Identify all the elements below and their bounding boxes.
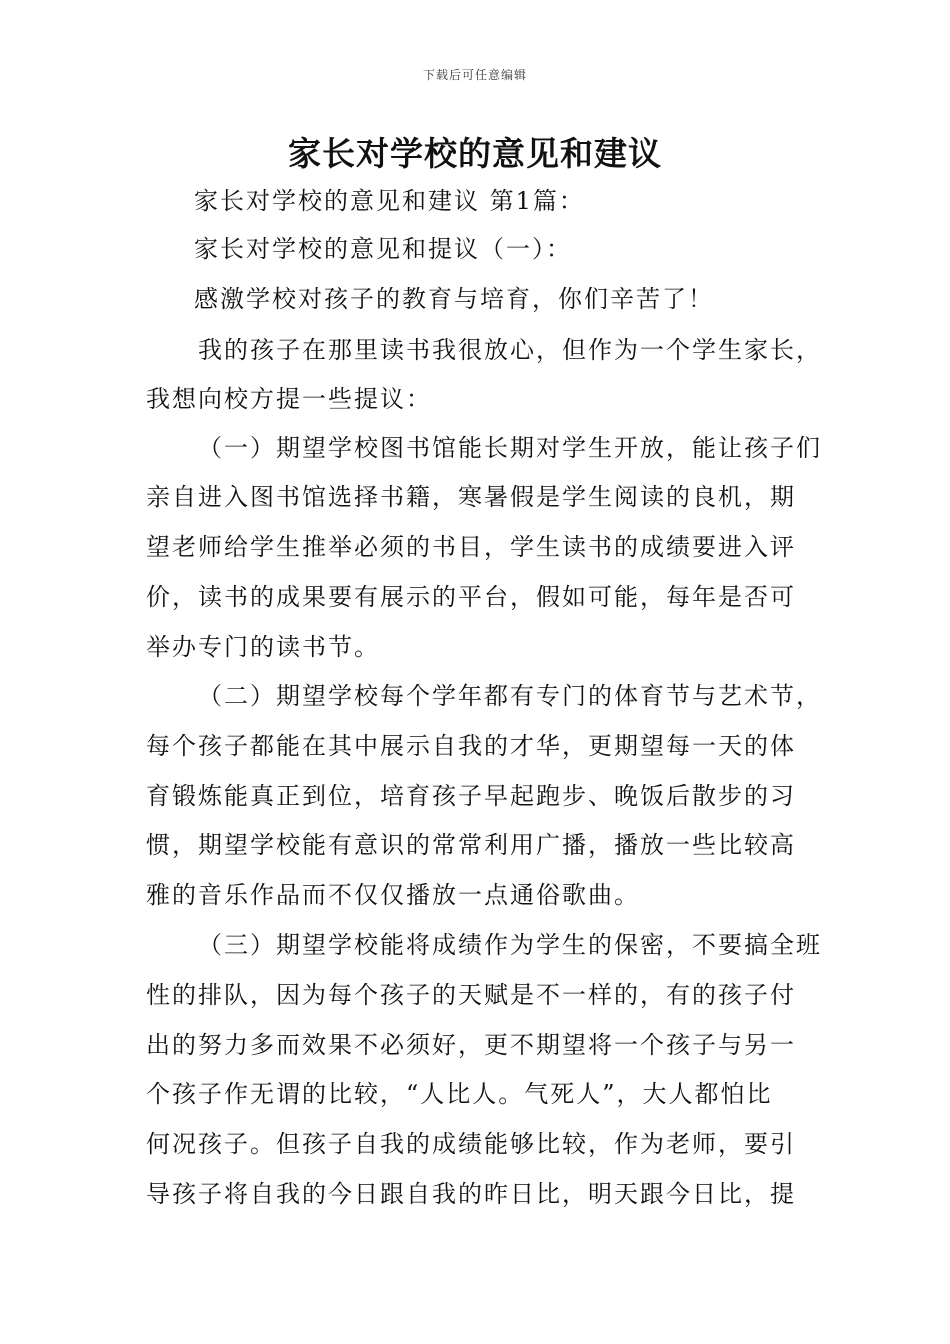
- paragraph-line: 亲自进入图书馆选择书籍，寒暑假是学生阅读的良机，期: [146, 483, 796, 511]
- page-header-note: 下载后可任意编辑: [422, 68, 527, 82]
- paragraph-line: 出的努力多而效果不必须好，更不期望将一个孩子与另一: [146, 1031, 796, 1059]
- paragraph-line: 望老师给学生推举必须的书目，学生读书的成绩要进入评: [146, 533, 796, 561]
- paragraph-line: 性的排队，因为每个孩子的天赋是不一样的，有的孩子付: [146, 981, 796, 1009]
- paragraph-line: 举办专门的读书节。: [146, 633, 380, 661]
- paragraph-line: （二）期望学校每个学年都有专门的体育节与艺术节，: [198, 682, 822, 710]
- paragraph-line: （三）期望学校能将成绩作为学生的保密，不要搞全班: [198, 931, 822, 959]
- paragraph-line: 何况孩子。但孩子自我的成绩能够比较，作为老师，要引: [146, 1130, 796, 1158]
- paragraph-line: 个孩子作无谓的比较，“人比人。气死人”，大人都怕比: [146, 1080, 773, 1108]
- paragraph-line: 价，读书的成果要有展示的平台，假如可能，每年是否可: [146, 583, 796, 611]
- document-title: 家长对学校的意见和建议: [288, 134, 662, 173]
- paragraph-line: 育锻炼能真正到位，培育孩子早起跑步、晚饭后散步的习: [146, 782, 796, 810]
- paragraph-line: （一）期望学校图书馆能长期对学生开放，能让孩子们: [198, 434, 822, 462]
- paragraph-line: 惯，期望学校能有意识的常常利用广播，播放一些比较高: [146, 831, 796, 859]
- paragraph-line: 每个孩子都能在其中展示自我的才华，更期望每一天的体: [146, 732, 796, 760]
- paragraph-line: 家长对学校的意见和提议（一）：: [194, 235, 572, 263]
- paragraph-line: 我的孩子在那里读书我很放心，但作为一个学生家长，: [198, 336, 822, 364]
- paragraph-line: 我想向校方提一些提议：: [146, 385, 432, 413]
- paragraph-line: 感激学校对孩子的教育与培育，你们辛苦了！: [194, 285, 714, 313]
- paragraph-line: 雅的音乐作品而不仅仅播放一点通俗歌曲。: [146, 881, 640, 909]
- paragraph-line: 导孩子将自我的今日跟自我的昨日比，明天跟今日比，提: [146, 1180, 796, 1208]
- paragraph-line: 家长对学校的意见和建议 第1篇：: [194, 187, 585, 215]
